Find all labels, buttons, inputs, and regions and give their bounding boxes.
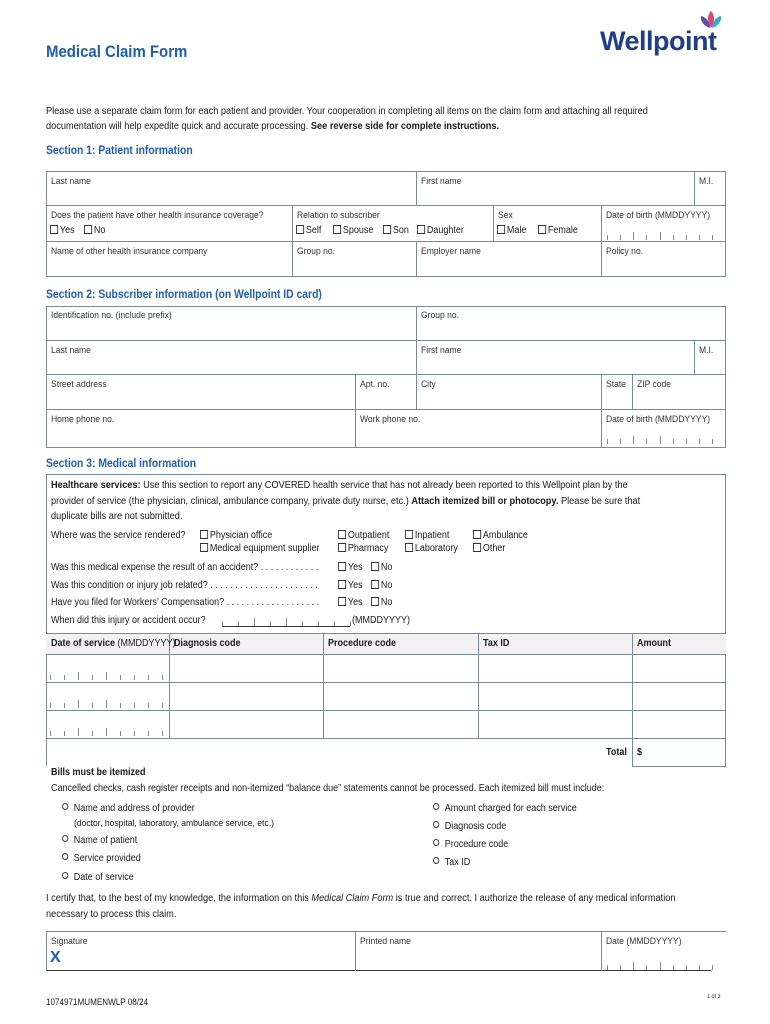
ambulance-checkbox[interactable]: Ambulance [473,530,528,541]
subscriber-dob-field[interactable]: Date of birth (MMDDYYYY) [606,414,711,425]
bullet-icon [62,835,68,842]
date-tick [254,618,255,626]
date-tick [162,703,163,708]
page-title: Medical Claim Form [46,42,188,61]
date-tick [64,731,65,736]
checkbox-icon [200,530,208,539]
date-tick [646,439,647,444]
checkbox-icon [417,225,425,234]
col-diag-header: Diagnosis code [174,638,241,649]
date-tick [162,731,163,736]
date-tick [607,439,608,444]
date-tick [148,675,149,680]
checkbox-icon [296,225,304,234]
date-tick [64,675,65,680]
list-item: Name and address of provider [62,803,195,814]
section3-heading: Section 3: Medical information [46,458,197,470]
date-tick [238,621,239,626]
page-number: 1 of 3 [707,994,721,1000]
checkbox-icon [338,597,346,606]
date-tick [134,731,135,736]
date-tick [686,965,687,970]
patient-first-name-field[interactable]: First name [421,176,462,187]
date-tick [78,728,79,736]
pharmacy-checkbox[interactable]: Pharmacy [338,543,388,554]
list-item: Procedure code [433,839,508,850]
other-insurance-question: Does the patient have other health insurance coverage? [51,210,264,221]
patient-dob-field[interactable]: Date of birth (MMDDYYYY) [606,210,711,221]
list-item: Diagnosis code [433,821,506,832]
when-question: When did this injury or accident occur? [51,615,206,626]
date-tick [607,235,608,240]
date-tick [120,703,121,708]
section1-box [46,171,726,277]
workers-no-checkbox[interactable]: No [371,597,392,608]
col-amount-header: Amount [637,638,672,649]
signature-x-mark: X [50,949,61,966]
checkbox-icon [473,543,481,552]
date-tick [712,439,713,444]
service-date-row1[interactable] [50,672,162,680]
date-tick [148,703,149,708]
outpatient-checkbox[interactable]: Outpatient [338,530,389,541]
checkbox-icon [50,225,58,234]
date-tick [620,439,621,444]
injury-date-field[interactable] [222,618,350,626]
signature-date-field[interactable]: Date (MMDDYYYY) [606,936,682,947]
laboratory-checkbox[interactable]: Laboratory [405,543,458,554]
list-item-sub: (doctor, hospital, laboratory, ambulance service, etc.) [74,818,274,829]
date-tick [660,962,661,970]
zip-field[interactable]: ZIP code [637,379,672,390]
service-date-row3[interactable] [50,728,162,736]
other-checkbox[interactable]: Other [473,543,505,554]
list-item: Name of patient [62,835,137,846]
date-tick [120,731,121,736]
job-question: Was this condition or injury job related? . . . . . . . . . . . . . . . . . . . . . . [51,580,318,591]
signature-field[interactable]: Signature [51,936,88,947]
date-tick [134,675,135,680]
date-tick [318,621,319,626]
date-tick [620,235,621,240]
accident-yes-checkbox[interactable]: Yes [338,562,363,573]
other-company-field[interactable]: Name of other health insurance company [51,246,208,257]
checkbox-icon [371,562,379,571]
checkbox-icon [371,580,379,589]
date-tick [92,731,93,736]
checkbox-icon [338,543,346,552]
logo-text: Wellpoint [600,26,717,56]
form-code: 1074971MUMENWLP 08/24 [46,997,149,1007]
col-tax-header: Tax ID [483,638,510,649]
med-equipment-checkbox[interactable]: Medical equipment supplier [200,543,319,554]
section2-heading: Section 2: Subscriber information (on Wellpoint ID card) [46,289,322,301]
checkbox-icon [333,225,341,234]
checkbox-icon [383,225,391,234]
date-tick [106,728,107,736]
physician-office-checkbox[interactable]: Physician office [200,530,272,541]
subscriber-mi-field[interactable]: M.I. [699,345,714,356]
employer-field[interactable]: Employer name [421,246,481,257]
checkbox-icon [371,597,379,606]
date-tick [78,700,79,708]
date-tick [646,965,647,970]
other-insurance-no-checkbox[interactable]: No [84,225,105,236]
date-tick [660,436,661,444]
date-tick [64,703,65,708]
date-tick [350,621,351,626]
bullet-icon [62,872,68,879]
date-tick [673,235,674,240]
date-tick [222,621,223,626]
bullet-icon [433,803,439,810]
other-insurance-yes-checkbox[interactable]: Yes [50,225,75,236]
date-tick [660,232,661,240]
healthcare-services-text: Healthcare services: Use this section to report any COVERED health service that has not already been reported to this Wellpoint plan by the provider of service (the physician, clinical, ambulance company, private duty nurse, etc.) Attach itemized bill or photocopy. Please be sure that duplicate bills are not submitted. [51,480,641,522]
list-item: Service provided [62,853,141,864]
date-tick [134,703,135,708]
checkbox-icon [538,225,546,234]
date-tick [120,675,121,680]
date-tick [162,675,163,680]
workers-yes-checkbox[interactable]: Yes [338,597,363,608]
date-tick [286,618,287,626]
when-format: (MMDDYYYY) [352,615,411,626]
wellpoint-logo [600,10,750,60]
bullet-icon [62,853,68,860]
total-amount-field[interactable]: $ [637,747,643,758]
date-tick [712,235,713,240]
bullet-icon [433,839,439,846]
bills-heading: Bills must be itemized [51,767,146,778]
sex-female-checkbox[interactable]: Female [538,225,578,236]
group-no-field[interactable]: Group no. [297,246,336,257]
subscriber-first-name-field[interactable]: First name [421,345,462,356]
total-label: Total [606,747,627,758]
subscriber-last-name-field[interactable]: Last name [51,345,91,356]
section2-box [46,306,726,448]
bullet-icon [62,803,68,810]
section1-heading: Section 1: Patient information [46,145,193,157]
list-item: Tax ID [433,857,470,868]
date-tick [148,731,149,736]
city-field[interactable]: City [421,379,436,390]
date-tick [78,672,79,680]
checkbox-icon [338,580,346,589]
list-item: Date of service [62,872,134,883]
date-tick [92,675,93,680]
patient-mi-field[interactable]: M.I. [699,176,714,187]
service-date-row2[interactable] [50,700,162,708]
date-tick [673,439,674,444]
date-tick [50,675,51,680]
relation-son-checkbox[interactable]: Son [383,225,409,236]
col-date-header: Date of service (MMDDYYYY) [51,638,176,649]
checkbox-icon [84,225,92,234]
bullet-icon [433,821,439,828]
date-tick [712,965,713,970]
sex-male-checkbox[interactable]: Male [497,225,526,236]
col-proc-header: Procedure code [328,638,397,649]
checkbox-icon [497,225,505,234]
job-yes-checkbox[interactable]: Yes [338,580,363,591]
apt-field[interactable]: Apt. no. [360,379,390,390]
date-tick [633,436,634,444]
date-tick [699,235,700,240]
certify-text: I certify that, to the best of my knowledge, the information on this Medical Claim Form is true and correct. I authorize the release of any medical information necessary to process this claim. [46,893,676,920]
subscriber-id-field[interactable]: Identification no. (include prefix) [51,310,172,321]
date-tick [50,703,51,708]
checkbox-icon [405,543,413,552]
intro-text: Please use a separate claim form for each patient and provider. Your cooperation in completing all items on the claim form and attaching all required documentation will help expedite quick and accurate processing. See reverse side for complete instructions. [46,106,648,132]
work-phone-field[interactable]: Work phone no. [360,414,421,425]
job-no-checkbox[interactable]: No [371,580,392,591]
date-tick [334,621,335,626]
date-tick [302,621,303,626]
date-tick [673,965,674,970]
date-tick [633,962,634,970]
policy-no-field[interactable]: Policy no. [606,246,644,257]
date-tick [106,672,107,680]
accident-question: Was this medical expense the result of an accident? . . . . . . . . . . . . [51,562,319,573]
date-tick [50,731,51,736]
checkbox-icon [473,530,481,539]
checkbox-icon [338,530,346,539]
date-tick [607,965,608,970]
bills-text: Cancelled checks, cash register receipts and non-itemized “balance due” statements cannot be processed. Each itemized bill must include: [51,783,605,794]
list-item: Amount charged for each service [433,803,577,814]
date-tick [620,965,621,970]
date-tick [699,965,700,970]
relation-daughter-checkbox[interactable]: Daughter [417,225,464,236]
date-tick [646,235,647,240]
relation-spouse-checkbox[interactable]: Spouse [333,225,373,236]
relation-self-checkbox[interactable]: Self [296,225,321,236]
street-field[interactable]: Street address [51,379,107,390]
subscriber-group-field[interactable]: Group no. [421,310,460,321]
date-tick [633,232,634,240]
checkbox-icon [200,543,208,552]
state-field[interactable]: State [606,379,626,390]
date-tick [686,439,687,444]
date-tick [92,703,93,708]
bullet-icon [433,857,439,864]
checkbox-icon [338,562,346,571]
home-phone-field[interactable]: Home phone no. [51,414,115,425]
relation-label: Relation to subscriber [297,210,380,221]
inpatient-checkbox[interactable]: Inpatient [405,530,449,541]
checkbox-icon [405,530,413,539]
printed-name-field[interactable]: Printed name [360,936,411,947]
sex-label: Sex [498,210,513,221]
where-question: Where was the service rendered? [51,530,186,541]
workers-question: Have you filed for Workers’ Compensation? . . . . . . . . . . . . . . . . . . . [51,597,320,608]
date-tick [270,621,271,626]
accident-no-checkbox[interactable]: No [371,562,392,573]
date-tick [106,700,107,708]
date-tick [686,235,687,240]
patient-last-name-field[interactable]: Last name [51,176,91,187]
date-tick [699,439,700,444]
